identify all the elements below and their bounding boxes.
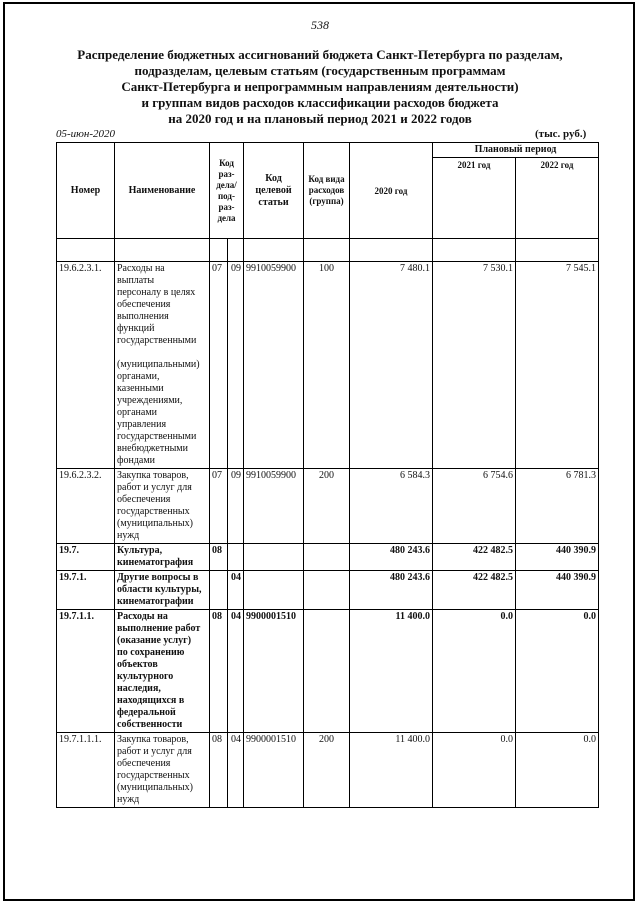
row-name: [115, 544, 210, 571]
row-expense-type: 200: [304, 469, 350, 544]
row-name-line: находящихся в: [117, 695, 185, 706]
row-name: [115, 571, 210, 610]
row-name-line: государственных: [117, 506, 190, 517]
row-name-line: казенными: [117, 383, 164, 394]
row-value-2020: 11 400.0: [350, 610, 433, 733]
row-section-code: 08: [210, 610, 228, 733]
title-line: подразделам, целевым статьям (государственным программам: [134, 63, 506, 78]
table-row: [57, 733, 599, 808]
row-name-line: Закупка товаров,: [117, 470, 189, 481]
row-name-line: внебюджетными: [117, 443, 188, 454]
row-name-line: Закупка товаров,: [117, 734, 189, 745]
row-name: [115, 610, 210, 733]
row-number: 19.7.: [57, 544, 115, 571]
row-value-2022: 440 390.9: [516, 571, 599, 610]
row-value-2021: 422 482.5: [433, 544, 516, 571]
row-number: 19.6.2.3.1.: [57, 262, 115, 469]
row-name-line: кинематография: [117, 557, 194, 568]
row-name-line: объектов: [117, 659, 158, 670]
row-name-line: органами: [117, 407, 158, 418]
document-date: 05-июн-2020: [56, 128, 116, 140]
row-target-code: 9900001510: [244, 733, 304, 808]
row-value-2022: 6 781.3: [516, 469, 599, 544]
row-value-2021: 0.0: [433, 610, 516, 733]
row-name-line: области культуры,: [117, 584, 202, 595]
row-subsection-code: 04: [228, 610, 244, 733]
row-value-2020: 11 400.0: [350, 733, 433, 808]
row-name: [115, 469, 210, 544]
row-name-line: работ и услуг для: [117, 482, 192, 493]
table-row: [57, 469, 599, 544]
page-number: 538: [311, 18, 329, 32]
document-title: [40, 47, 600, 127]
row-section-code: 07: [210, 262, 228, 469]
header-number: Номер: [57, 143, 115, 239]
row-value-2021: 0.0: [433, 733, 516, 808]
header-expense-type-code: Код вида расходов (группа): [304, 143, 350, 239]
row-target-code: 9910059900: [244, 469, 304, 544]
row-value-2020: 480 243.6: [350, 571, 433, 610]
header-plan-period: Плановый период: [433, 143, 599, 158]
row-value-2021: 6 754.6: [433, 469, 516, 544]
row-name-line: государственными: [117, 431, 197, 442]
row-name-line: учреждениями,: [117, 395, 183, 406]
row-number: 19.6.2.3.2.: [57, 469, 115, 544]
row-name-line: обеспечения: [117, 299, 171, 310]
row-name-line: федеральной: [117, 707, 176, 718]
row-name-line: собственности: [117, 719, 183, 730]
header-2022: 2022 год: [516, 158, 599, 239]
row-name-line: выполнение работ: [117, 623, 201, 634]
row-name-line: нужд: [117, 794, 140, 805]
row-value-2020: 6 584.3: [350, 469, 433, 544]
row-value-2022: 0.0: [516, 733, 599, 808]
row-name-line: фондами: [117, 455, 156, 466]
row-expense-type: 200: [304, 733, 350, 808]
header-name: Наименование: [115, 143, 210, 239]
header-target-code: Код целевой статьи: [244, 143, 304, 239]
row-value-2021: 422 482.5: [433, 571, 516, 610]
row-value-2022: 0.0: [516, 610, 599, 733]
row-name-line: культурного: [117, 671, 174, 682]
row-section-code: 08: [210, 733, 228, 808]
row-number: 19.7.1.: [57, 571, 115, 610]
row-name-line: (муниципальными): [117, 359, 200, 370]
table-row: [57, 544, 599, 571]
title-line: на 2020 год и на плановый период 2021 и 2022 годов: [168, 111, 472, 126]
row-value-2020: 7 480.1: [350, 262, 433, 469]
row-subsection-code: 04: [228, 733, 244, 808]
table-body: [57, 262, 599, 808]
row-name-line: по сохранению: [117, 647, 185, 658]
title-line: и группам видов расходов классификации расходов бюджета: [141, 95, 499, 110]
row-name-line: наследия,: [117, 683, 161, 694]
row-name: [115, 733, 210, 808]
row-value-2022: 7 545.1: [516, 262, 599, 469]
row-name-line: Другие вопросы в: [117, 572, 199, 583]
header-section-code: Код раз-дела/ под-раз-дела: [210, 143, 244, 239]
row-number: 19.7.1.1.: [57, 610, 115, 733]
row-name-line: выплаты: [117, 275, 155, 286]
row-name-line: персоналу в целях: [117, 287, 196, 298]
row-name-line: [117, 347, 207, 359]
row-target-code: 9900001510: [244, 610, 304, 733]
row-name-line: обеспечения: [117, 758, 171, 769]
title-line: Распределение бюджетных ассигнований бюджета Санкт-Петербурга по разделам,: [77, 47, 563, 62]
row-subsection-code: 09: [228, 469, 244, 544]
header-spacer-row: [57, 239, 599, 262]
table-row: [57, 610, 599, 733]
header-2021: 2021 год: [433, 158, 516, 239]
row-value-2021: 7 530.1: [433, 262, 516, 469]
row-expense-type: 100: [304, 262, 350, 469]
row-name-line: Культура,: [117, 545, 163, 556]
budget-table: [56, 142, 599, 808]
row-name-line: (оказание услуг): [117, 635, 192, 646]
row-name-line: кинематографии: [117, 596, 194, 607]
row-name-line: нужд: [117, 530, 140, 541]
row-subsection-code: [228, 544, 244, 571]
row-subsection-code: 09: [228, 262, 244, 469]
row-number: 19.7.1.1.1.: [57, 733, 115, 808]
row-expense-type: [304, 610, 350, 733]
row-section-code: [210, 571, 228, 610]
row-subsection-code: 04: [228, 571, 244, 610]
row-target-code: [244, 544, 304, 571]
header-2020: 2020 год: [350, 143, 433, 239]
row-name-line: государственными: [117, 335, 197, 346]
row-name-line: выполнения: [117, 311, 169, 322]
row-name-line: органами,: [117, 371, 160, 382]
row-name-line: функций: [117, 323, 155, 334]
row-name-line: обеспечения: [117, 494, 171, 505]
row-name-line: государственных: [117, 770, 190, 781]
row-name-line: работ и услуг для: [117, 746, 192, 757]
row-target-code: [244, 571, 304, 610]
title-line: Санкт-Петербурга и непрограммным направлениям деятельности): [121, 79, 519, 94]
row-name-line: Расходы на: [117, 263, 165, 274]
row-expense-type: [304, 571, 350, 610]
row-expense-type: [304, 544, 350, 571]
row-section-code: 08: [210, 544, 228, 571]
row-section-code: 07: [210, 469, 228, 544]
row-target-code: 9910059900: [244, 262, 304, 469]
row-value-2020: 480 243.6: [350, 544, 433, 571]
row-value-2022: 440 390.9: [516, 544, 599, 571]
table-row: [57, 262, 599, 469]
row-name-line: управления: [117, 419, 167, 430]
units-label: (тыс. руб.): [535, 128, 587, 140]
row-name-line: (муниципальных): [117, 782, 193, 793]
table-row: [57, 571, 599, 610]
row-name-line: Расходы на: [117, 611, 168, 622]
row-name-line: (муниципальных): [117, 518, 193, 529]
row-name: [115, 262, 210, 469]
